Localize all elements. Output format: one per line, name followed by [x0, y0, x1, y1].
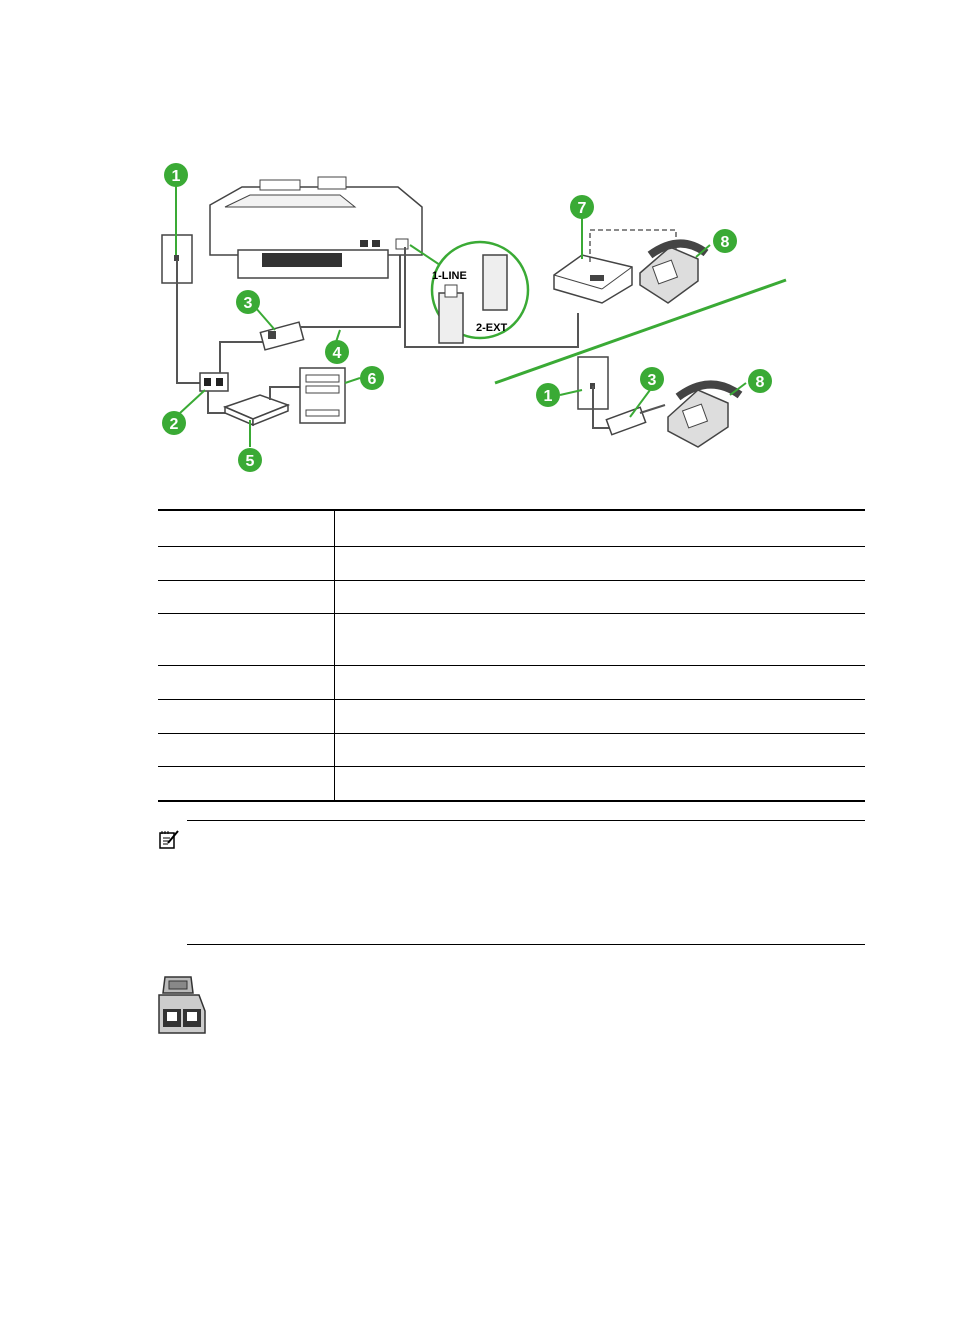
callout-3-right: [640, 367, 664, 391]
svg-text:3: 3: [243, 295, 253, 312]
svg-text:5: 5: [245, 453, 255, 470]
callout-legend-table: [158, 509, 865, 802]
callout-8: [713, 229, 737, 253]
answering-machine: [554, 255, 632, 303]
callout-5: [238, 448, 262, 472]
callout-3: [236, 290, 260, 314]
dsl-filter-right: [606, 407, 645, 434]
svg-text:7: 7: [577, 200, 587, 217]
line-port-label: 1-LINE: [432, 270, 467, 282]
ext-port-label: 2-EXT: [476, 322, 508, 334]
callout-8-right: [748, 369, 772, 393]
table-row-rule: [158, 766, 865, 767]
callout-1: [164, 163, 188, 187]
telephone-bottom: [668, 384, 740, 447]
table-bottom-rule: [158, 800, 865, 802]
callout-4: [325, 340, 349, 364]
dsl-filter: [260, 322, 303, 350]
jack-zoom-inset: [410, 242, 528, 343]
callout-2: [162, 411, 186, 435]
table-row-rule: [158, 580, 865, 581]
dsl-modem: [225, 395, 288, 425]
fax-setup-diagram: [150, 155, 800, 485]
callout-1-right: [536, 383, 560, 407]
computer: [300, 368, 345, 423]
divider-line: [495, 280, 786, 383]
table-row-rule: [158, 699, 865, 700]
all-in-one-printer: [210, 177, 422, 278]
table-top-rule: [158, 509, 865, 511]
svg-text:3: 3: [647, 372, 657, 389]
svg-text:1: 1: [171, 168, 181, 185]
note-block: [158, 820, 865, 945]
note-icon: [158, 828, 180, 850]
svg-text:2: 2: [169, 416, 179, 433]
svg-text:8: 8: [755, 374, 765, 391]
note-top-rule: [187, 820, 865, 821]
table-column-divider: [334, 511, 335, 800]
table-row-rule: [158, 665, 865, 666]
svg-text:1: 1: [543, 388, 553, 405]
table-row-rule: [158, 613, 865, 614]
parallel-splitter-icon: [155, 975, 210, 1037]
svg-text:4: 4: [332, 345, 342, 362]
telephone-top: [640, 243, 706, 303]
note-bottom-rule: [187, 944, 865, 945]
callout-7: [570, 195, 594, 219]
svg-text:6: 6: [367, 371, 377, 388]
callout-6: [360, 366, 384, 390]
svg-text:8: 8: [720, 234, 730, 251]
table-row-rule: [158, 546, 865, 547]
table-row-rule: [158, 733, 865, 734]
